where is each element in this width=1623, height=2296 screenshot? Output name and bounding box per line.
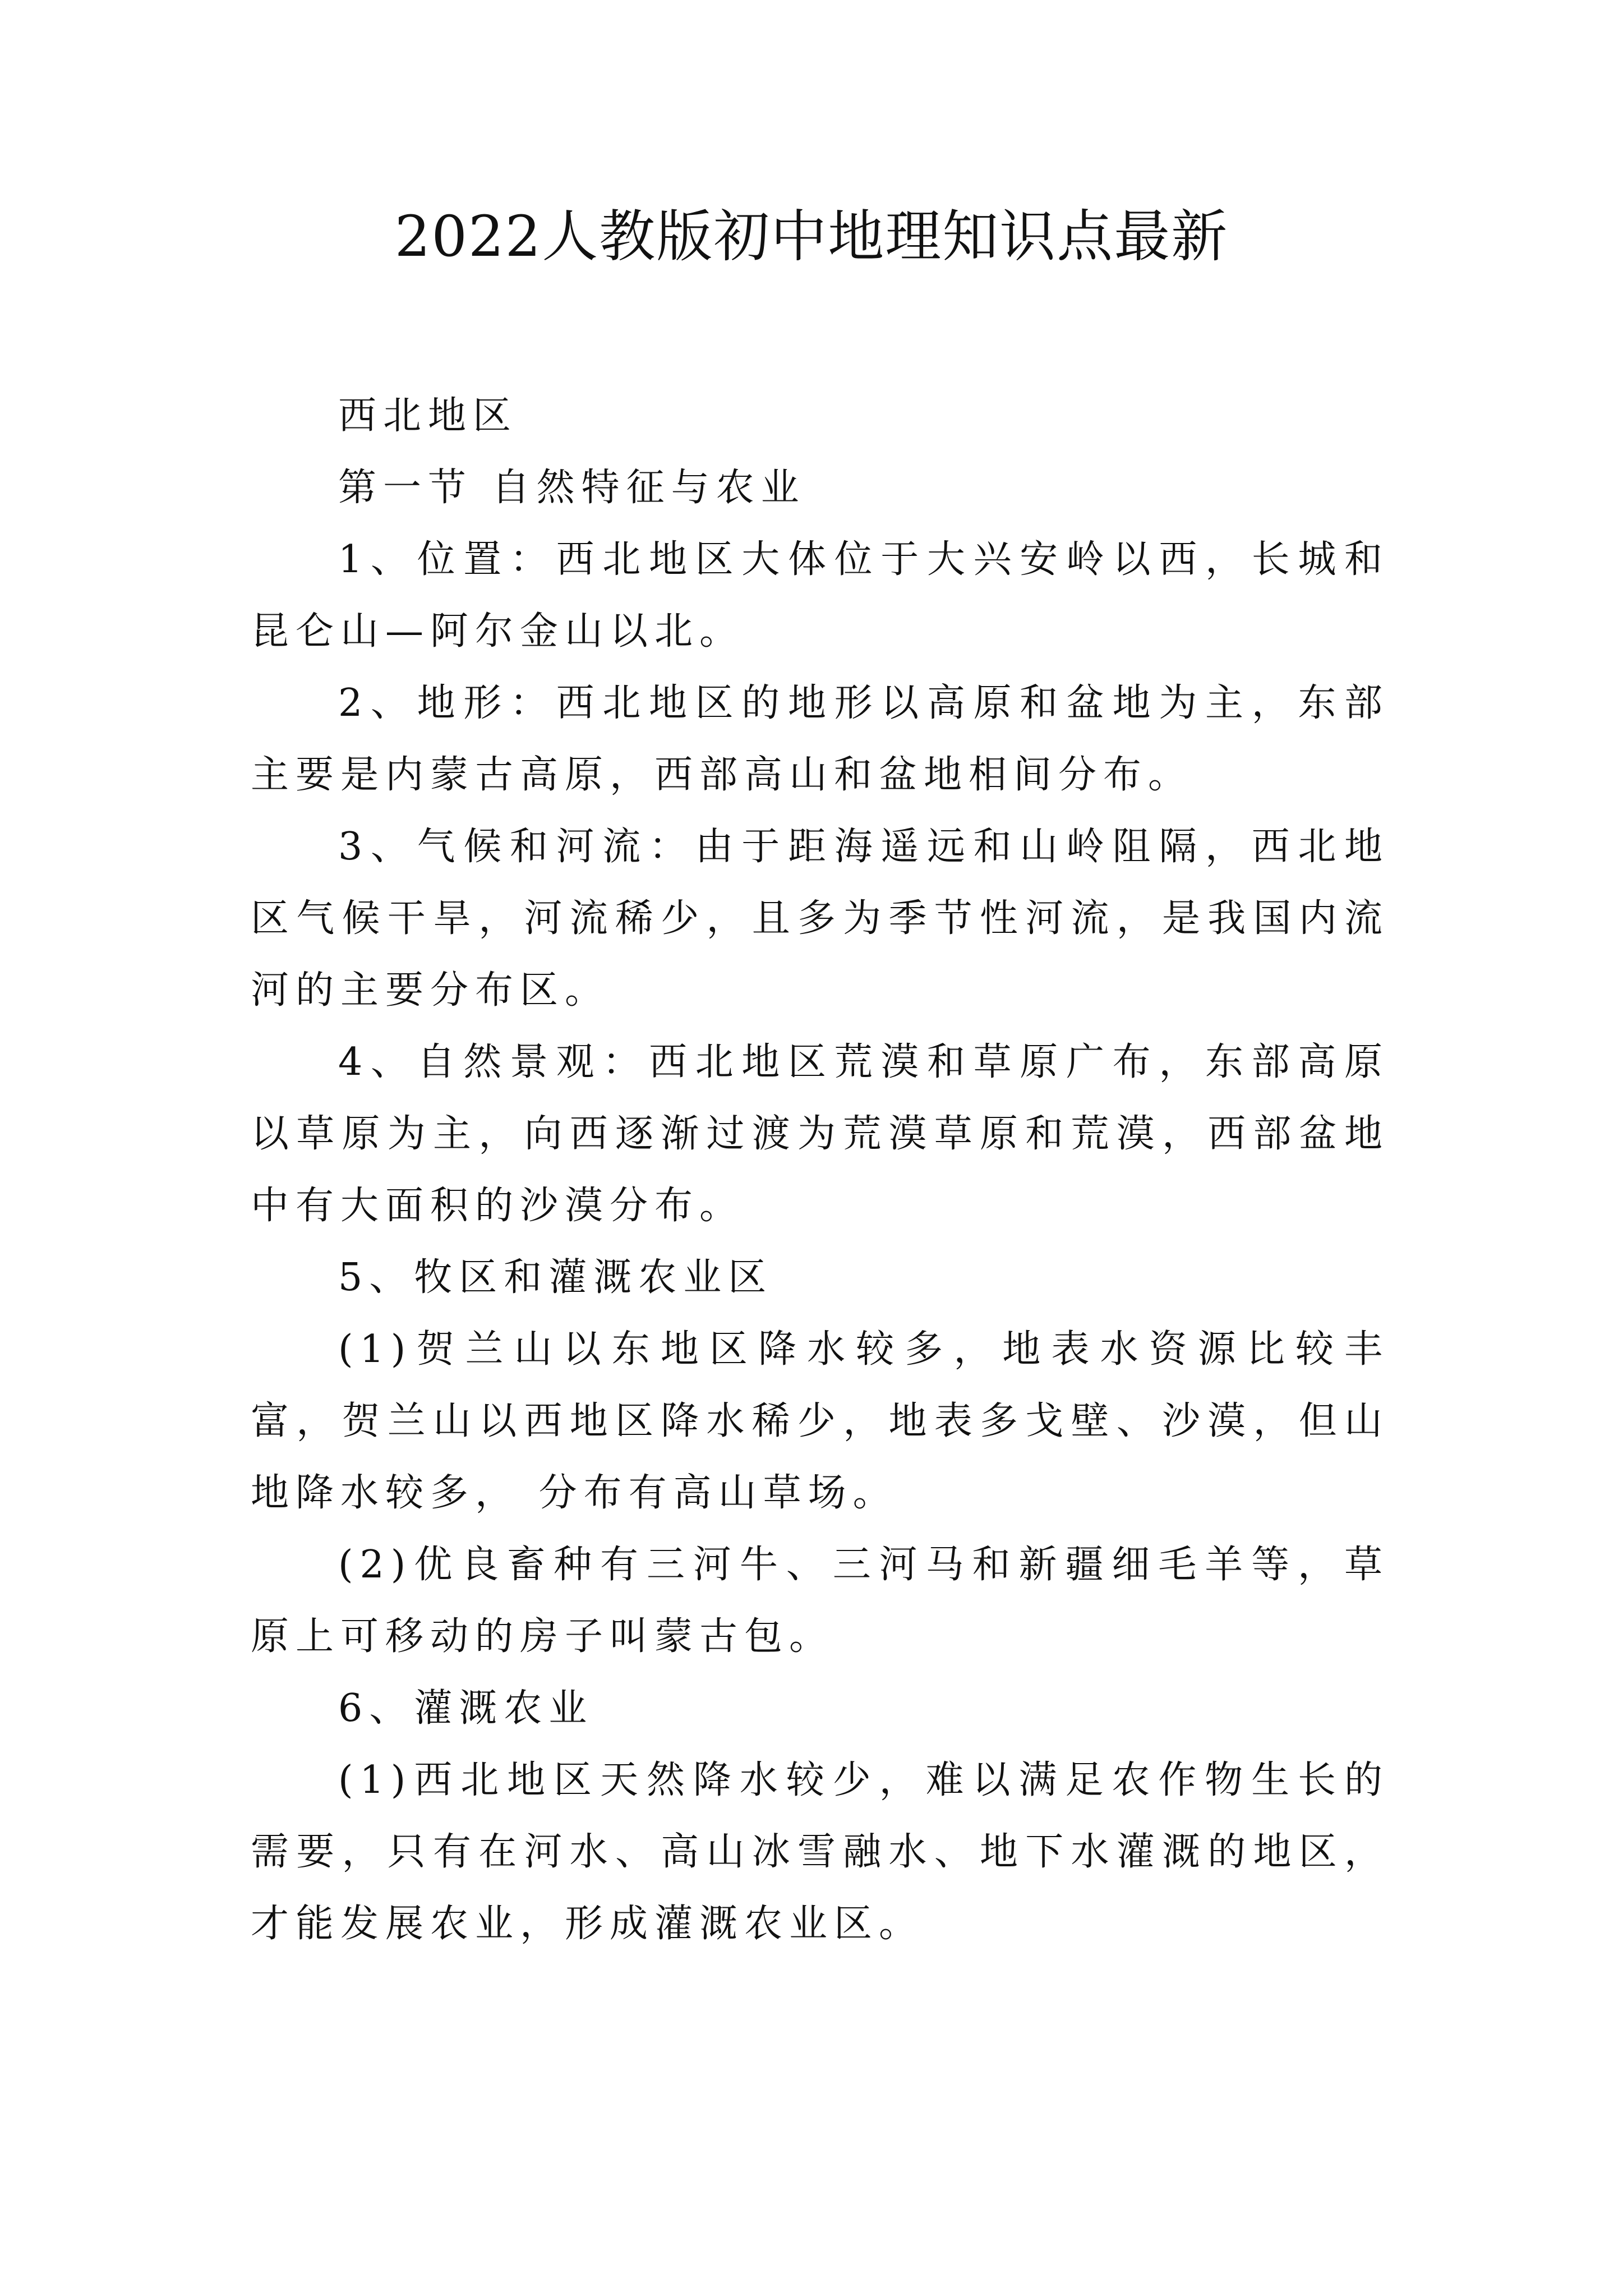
paragraph: 4、自然景观：西北地区荒漠和草原广布，东部高原以草原为主，向西逐渐过渡为荒漠草原和荒漠，西部盆地中有大面积的沙漠分布。	[251, 1040, 1389, 1228]
paragraph: (2)优良畜种有三河牛、三河马和新疆细毛羊等，草原上可移动的房子叫蒙古包。	[251, 1543, 1389, 1659]
subsection-item-heading: 6、灌溉农业	[338, 1686, 594, 1731]
document-title: 2022人教版初中地理知识点最新	[394, 204, 1229, 269]
subsection-heading: 第一节 自然特征与农业	[338, 466, 806, 510]
subsection-item-heading: 5、牧区和灌溉农业区	[338, 1255, 773, 1300]
paragraph: 1、位置：西北地区大体位于大兴安岭以西，长城和昆仑山—阿尔金山以北。	[251, 537, 1389, 654]
paragraph: (1)西北地区天然降水较少，难以满足农作物生长的需要，只有在河水、高山冰雪融水、地下水灌溉的地区，才能发展农业，形成灌溉农业区。	[251, 1758, 1389, 1946]
document-body	[251, 380, 1389, 1960]
paragraph: 3、气候和河流：由于距海遥远和山岭阻隔，西北地区气候干旱，河流稀少，且多为季节性河流，是我国内流河的主要分布区。	[251, 825, 1389, 1013]
paragraph: (1)贺兰山以东地区降水较多，地表水资源比较丰富，贺兰山以西地区降水稀少，地表多戈壁、沙漠，但山地降水较多， 分布有高山草场。	[251, 1327, 1389, 1515]
paragraph: 2、地形：西北地区的地形以高原和盆地为主，东部主要是内蒙古高原，西部高山和盆地相间分布。	[251, 681, 1389, 797]
section-heading: 西北地区	[338, 394, 518, 438]
